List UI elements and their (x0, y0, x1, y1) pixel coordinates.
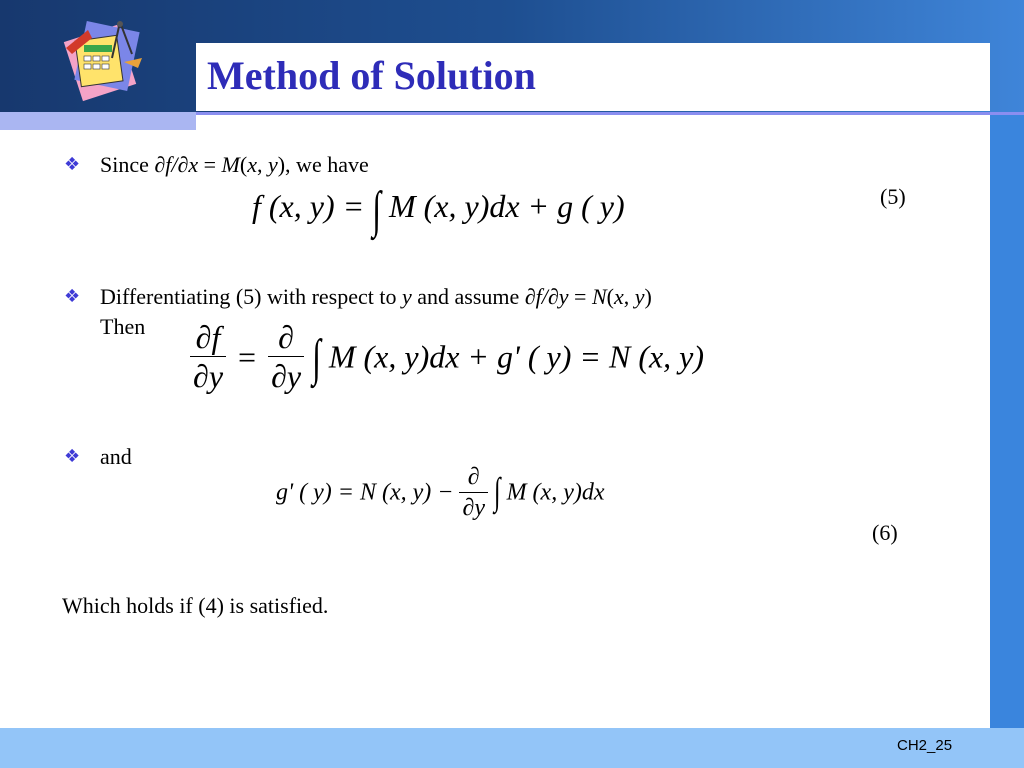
diamond-bullet-icon: ❖ (64, 446, 81, 467)
diamond-bullet-icon: ❖ (64, 154, 81, 175)
clipart-tools-icon (58, 18, 148, 104)
equation-then: $\frac{\partial f}{\partial y}$ = $\frac{\partial}{\partial y}$ ∫ M (x, y)dx + g' ( y) = N (x, y) (190, 318, 704, 395)
bullet-2-text: Differentiating (5) with respect to y and assume ∂f/∂y = N(x, y) (100, 284, 652, 309)
fraction-d-dy: $\frac{\partial}{\partial y}$ (268, 318, 304, 395)
equation-6: g' ( y) = N (x, y) − $\frac{\partial}{\partial y}$ ∫ M (x, y)dx (276, 464, 605, 521)
header-accent-strip (0, 112, 196, 130)
equation-6-number: (6) (872, 520, 898, 545)
fraction-df-dy: $\frac{\partial f}{\partial y}$ (190, 318, 226, 395)
slide-title: Method of Solution (207, 53, 536, 98)
fraction-d-dy: $\frac{\partial}{\partial y}$ (459, 462, 488, 523)
right-side-bar (990, 112, 1024, 728)
conclusion-text: Which holds if (4) is satisfied. (62, 593, 329, 618)
bullet-1-text: Since ∂f/∂x = M(x, y), we have (100, 152, 369, 177)
diamond-bullet-icon: ❖ (64, 286, 81, 307)
equation-5: f (x, y) = ∫ M (x, y)dx + g ( y) (252, 180, 625, 238)
bullet-3-text: and (100, 444, 132, 469)
footer-band (0, 728, 1024, 768)
slide-number: CH2_25 (897, 737, 953, 754)
title-underline (196, 112, 1024, 115)
equation-5-number: (5) (880, 184, 906, 209)
bullet-2-then: Then (100, 314, 146, 339)
